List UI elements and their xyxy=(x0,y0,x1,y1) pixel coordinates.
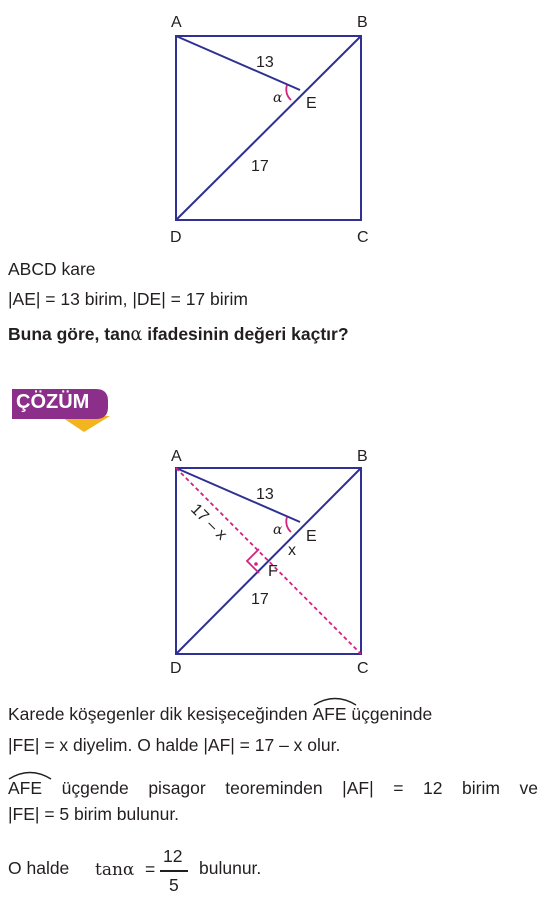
solution-line-3 xyxy=(8,777,538,799)
triangle-hat-icon xyxy=(313,694,357,706)
solution-line-5-after: bulunur. xyxy=(199,858,262,878)
tan-alpha: α xyxy=(122,860,135,880)
word: ve xyxy=(519,778,538,798)
solution-line-4: |FE| = 5 birim bulunur. xyxy=(8,804,180,824)
solution-line-1-before: Karede köşegenler dik kesişeceğinden xyxy=(8,704,313,724)
badge-label: ÇÖZÜM xyxy=(16,391,90,413)
word: 12 xyxy=(422,778,443,798)
question-before: Buna göre, tan xyxy=(8,324,131,344)
right-angle-dot xyxy=(254,562,258,566)
equals-sign: = xyxy=(145,859,156,879)
label-c-2: C xyxy=(357,660,369,677)
label-f: F xyxy=(268,563,278,580)
word: birim xyxy=(462,778,500,798)
length-af: 17 – x xyxy=(187,500,231,544)
word: teoreminden xyxy=(225,778,323,798)
length-ae: 13 xyxy=(256,54,274,71)
label-a: A xyxy=(171,14,182,31)
word: üçgende xyxy=(61,778,129,798)
question-alpha: α xyxy=(130,325,143,345)
fraction-denominator: 5 xyxy=(169,875,179,895)
solution-line-1 xyxy=(8,703,432,725)
label-d: D xyxy=(170,229,182,246)
length-ae-2: 13 xyxy=(256,486,274,503)
word: = xyxy=(393,778,404,798)
word: |AF| xyxy=(342,778,374,798)
label-e-2: E xyxy=(306,528,317,545)
label-d-2: D xyxy=(170,660,182,677)
angle-alpha: α xyxy=(273,90,283,106)
angle-alpha-2: α xyxy=(273,522,283,538)
angle-arc-2 xyxy=(286,517,291,532)
triangle-afe-1: AFE xyxy=(313,703,347,725)
label-e: E xyxy=(306,95,317,112)
length-fe: x xyxy=(288,542,296,559)
right-angle-mark xyxy=(247,549,259,573)
tan-label: tan xyxy=(95,860,123,880)
solution-line-5-before: O halde xyxy=(8,858,70,878)
fraction-numerator: 12 xyxy=(163,846,183,866)
solution-line-1-after: üçgeninde xyxy=(346,704,433,724)
triangle-hat-icon-2 xyxy=(8,768,52,780)
label-a-2: A xyxy=(171,448,182,465)
label-b: B xyxy=(357,14,368,31)
solution-line-2: |FE| = x diyelim. O halde |AF| = 17 – x olur. xyxy=(8,735,341,755)
word: pisagor xyxy=(148,778,206,798)
tan-expression xyxy=(95,860,134,880)
triangle-afe-2: AFE xyxy=(8,777,42,799)
question-after: ifadesinin değeri kaçtır? xyxy=(142,324,349,344)
length-de-2: 17 xyxy=(251,591,269,608)
fraction-bar xyxy=(160,870,188,872)
label-b-2: B xyxy=(357,448,368,465)
length-de: 17 xyxy=(251,158,269,175)
label-c: C xyxy=(357,229,369,246)
given-line-1: ABCD kare xyxy=(8,259,96,279)
given-line-2: |AE| = 13 birim, |DE| = 17 birim xyxy=(8,289,248,309)
